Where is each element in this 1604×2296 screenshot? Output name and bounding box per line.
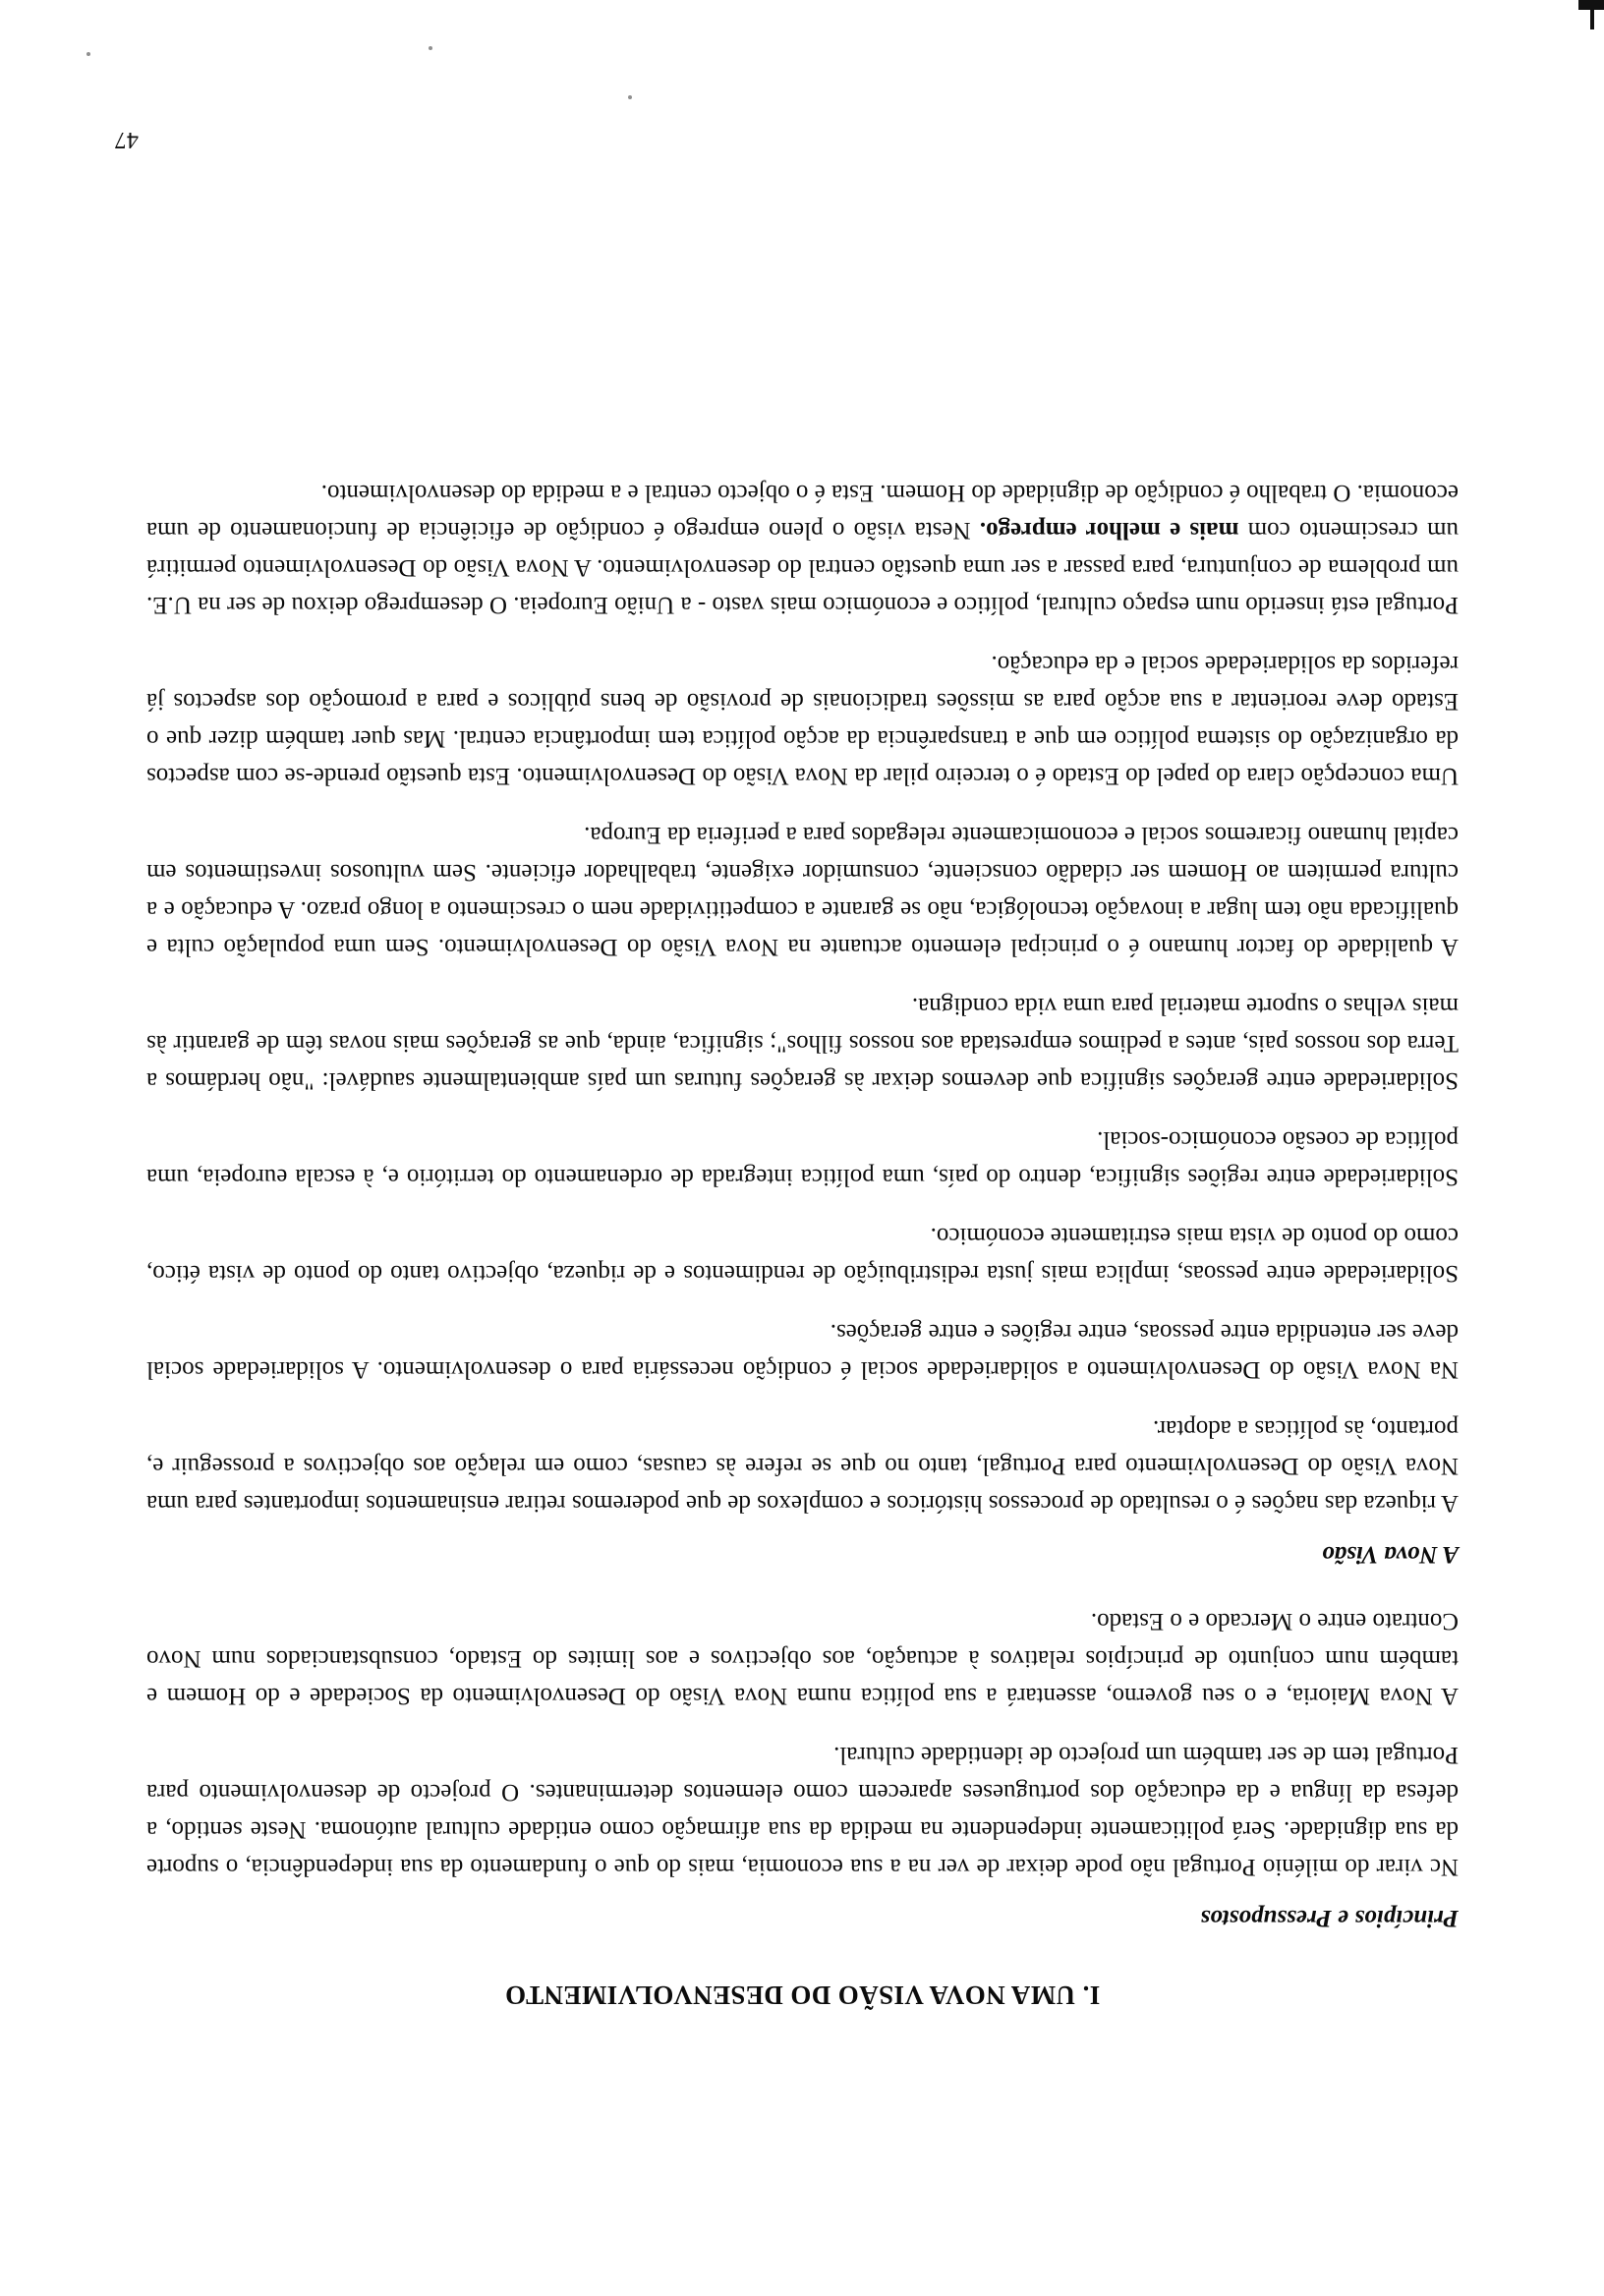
paragraph: Na Nova Visão do Desenvolvimento a solidariedade social é condição necessária para o desenvolvimento. A solidariedade social deve ser entendida entre pessoas, entre regiões e entre gerações. [146,1318,1459,1383]
paragraph: Solidariedade entre gerações significa que devemos deixar às gerações futuras um país ambientalmente saudável: "não herdámos a Terra dos nossos pais, antes a pedimos emprestada aos nossos filhos"; significa, ainda, que as gerações mais novas têm de garantir às mais velhas o suporte material para uma vida condigna. [146,992,1459,1094]
page-title: I. UMA NOVA VISÃO DO DESENVOLVIMENTO [504,1980,1101,2010]
paragraph: Nc virar do milénio Portugal não pode deixar de ver na a sua economia, mais do que o fundamento da sua independência, o suporte da sua dignidade. Será politicamente independente na medida da sua afirmação como entidade cultural autónoma. Neste sentido, a defesa da língua e da educação dos portugueses aparecem como elementos determinantes. O projecto de desenvolvimento para Portugal tem de ser também um projecto de identidade cultural. [146,1741,1459,1880]
paragraph: Portugal está inserido num espaço cultural, político e económico mais vasto - a União Europeia. O desemprego deixou de ser na U.E. um problema de conjuntura, para passar a ser uma questão central do desenvolvimento. A Nova Visão do Desenvolvimento permitirá um crescimento com mais e melhor emprego. Nesta visão o pleno emprego é condição de eficiência de funcionamento de uma economia. O trabalho é condição de dignidade do Homem. Esta é o objecto central e a medida do desenvolvimento. [146,479,1459,618]
text-column [146,452,1459,2011]
paragraph: A Nova Maioria, e o seu governo, assentará a sua política numa Nova Visão do Desenvolvimento da Sociedade e do Homem e também num conjunto de princípios relativos à actuação, aos objectivos e aos limites do Estado, consubstanciados num Novo Contrato entre o Mercado e o Estado. [146,1607,1459,1709]
paragraph: A qualidade do factor humano é o principal elemento actuante na Nova Visão do Desenvolvimento. Sem uma população culta e qualificada não tem lugar a inovação tecnológica, não se garante a competitividade nem o crescimento a longo prazo. A educação e a cultura permitem ao Homem ser cidadão consciente, consumidor exigente, trabalhador eficiente. Sem vultuosos investimentos em capital humano ficaremos social e economicamente relegados para a periferia da Europa. [146,821,1459,960]
page-number: 47 [114,127,139,152]
paragraph: Solidariedade entre pessoas, implica mais justa redistribuição de rendimentos e de riqueza, objectivo tanto do ponto de vista ético, como do ponto de vista mais estritamente económico. [146,1222,1459,1287]
paragraph: Solidariedade entre regiões significa, dentro do país, uma política integrada de ordenamento do território e, à escala europeia, uma política de coesão económico-social. [146,1125,1459,1190]
section-heading-principios: Princípios e Pressupostos [1200,1904,1459,1931]
section-heading-a-nova-visao: A Nova Visão [1322,1540,1459,1568]
paragraph: A riqueza das nações é o resultado de processos históricos e complexos de que poderemos retirar ensinamentos importantes para uma Nova Visão do Desenvolvimento para Portugal, tanto no que se refere às causas, como em relação aos objectivos a prosseguir e, portanto, às políticas a adoptar. [146,1414,1459,1517]
paragraph: Uma concepção clara do papel do Estado é o terceiro pilar da Nova Visão do Desenvolvimento. Esta questão prende-se com aspectos da organização do sistema político em que a transparência da acção política tem importância central. Mas quer também dizer que o Estado deve reorientar a sua acção para as missões tradicionais de provisão de bens públicos e para a promoção dos aspectos já referidos da solidariedade social e da educação. [146,650,1459,789]
